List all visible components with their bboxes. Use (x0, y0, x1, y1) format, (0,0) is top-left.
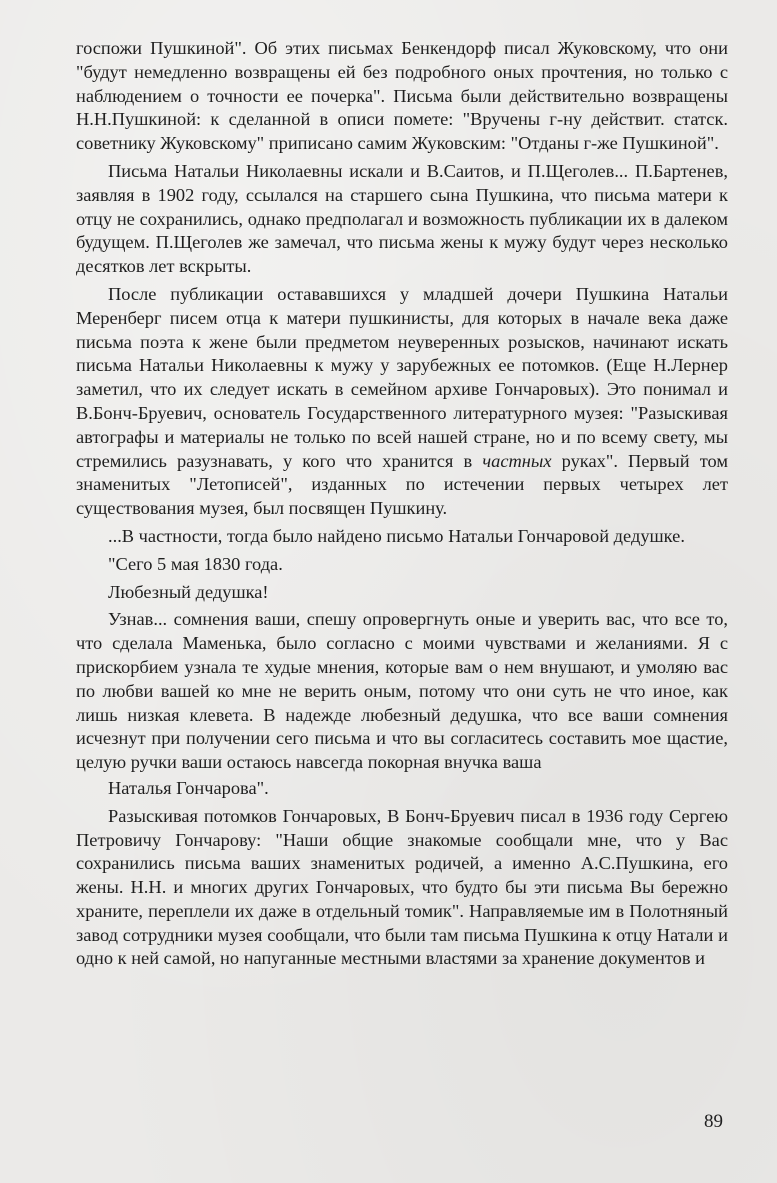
paragraph-text: руках". Первый том знаменитых "Летописей", изданных по истечении первых четырех лет существования музея, был посвящен Пушкину. (76, 450, 728, 519)
page-body-text (76, 37, 728, 971)
letter-salutation: Любезный дедушка! (108, 581, 269, 602)
letter-body: Узнав... сомнения ваши, спешу опровергнуть оные и уверить вас, что все то, что сделала Маменька, было согласно с моими чувствами и желаниями. Я с прискорбием узнала те худые мнения, которые вам о нем внушают, и умоляю вас по любви вашей ко мне не верить оным, потому что они суть не что иное, как лишь низкая клевета. В надежде любезный дедушка, что все ваши сомнения исчезнут при получении сего письма и что вы согласитесь составить мое щастие, целую ручки ваши остаюсь навсегда покорная внучка ваша (76, 609, 728, 773)
paragraph: ...В частности, тогда было найдено письмо Натальи Гончаровой дедушке. (108, 525, 685, 546)
paragraph: госпожи Пушкиной". Об этих письмах Бенкендорф писал Жуковскому, что они "будут немедленно возвращены ей без подробного оных прочтения, но только с наблюдением о точности ее почерка". Письма были действительно возвращены Н.Н.Пушкиной: к сделанной в описи помете: "Вручены г-ну действит. статск. советнику Жуковскому" приписано самим Жуковским: "Отданы г-же Пушкиной". (76, 38, 728, 154)
paragraph: Разыскивая потомков Гончаровых, В Бонч-Бруевич писал в 1936 году Сергею Петровичу Гончарову: "Наши общие знакомые сообщали мне, что у Вас сохранились письма ваших знаменитых родичей, а именно А.С.Пушкина, его жены. Н.Н. и многих других Гончаровых, что будто бы эти письма Вы бережно храните, переплели их даже в отдельный томик". Направляемые им в Полотняный завод сотрудники музея сообщали, что были там письма Пушкина к отцу Натали и одно к ней самой, но напуганные местными властями за хранение документов и (76, 805, 728, 969)
letter-date: "Сего 5 мая 1830 года. (108, 553, 283, 574)
letter-signature: Наталья Гончарова". (108, 777, 269, 798)
page-number: 89 (704, 1111, 723, 1132)
paragraph (76, 283, 728, 521)
paragraph-text: После публикации остававшихся у младшей дочери Пушкина Натальи Меренберг писем отца к матери пушкинисты, для которых в начале века даже письма поэта к жене были предметом неуверенных розысков, начинают искать письма Натальи Николаевны к мужу у зарубежных ее потомков. (Еще Н.Лернер заметил, что их следует искать в семейном архиве Гончаровых). Это понимал и В.Бонч-Бруевич, основатель Государственного литературного музея: "Разыскивая автографы и материалы не только по всей нашей стране, но и по всему свету, мы стремились разузнавать, у кого что хранится в (76, 283, 728, 471)
italic-word: частных (482, 450, 552, 471)
paragraph: Письма Натальи Николаевны искали и В.Саитов, и П.Щеголев... П.Бартенев, заявляя в 1902 году, ссылался на старшего сына Пушкина, что письма матери к отцу не сохранились, однако предполагал и возможность публикации их в далеком будущем. П.Щеголев же замечал, что письма жены к мужу будут через несколько десятков лет вскрыты. (76, 160, 728, 277)
